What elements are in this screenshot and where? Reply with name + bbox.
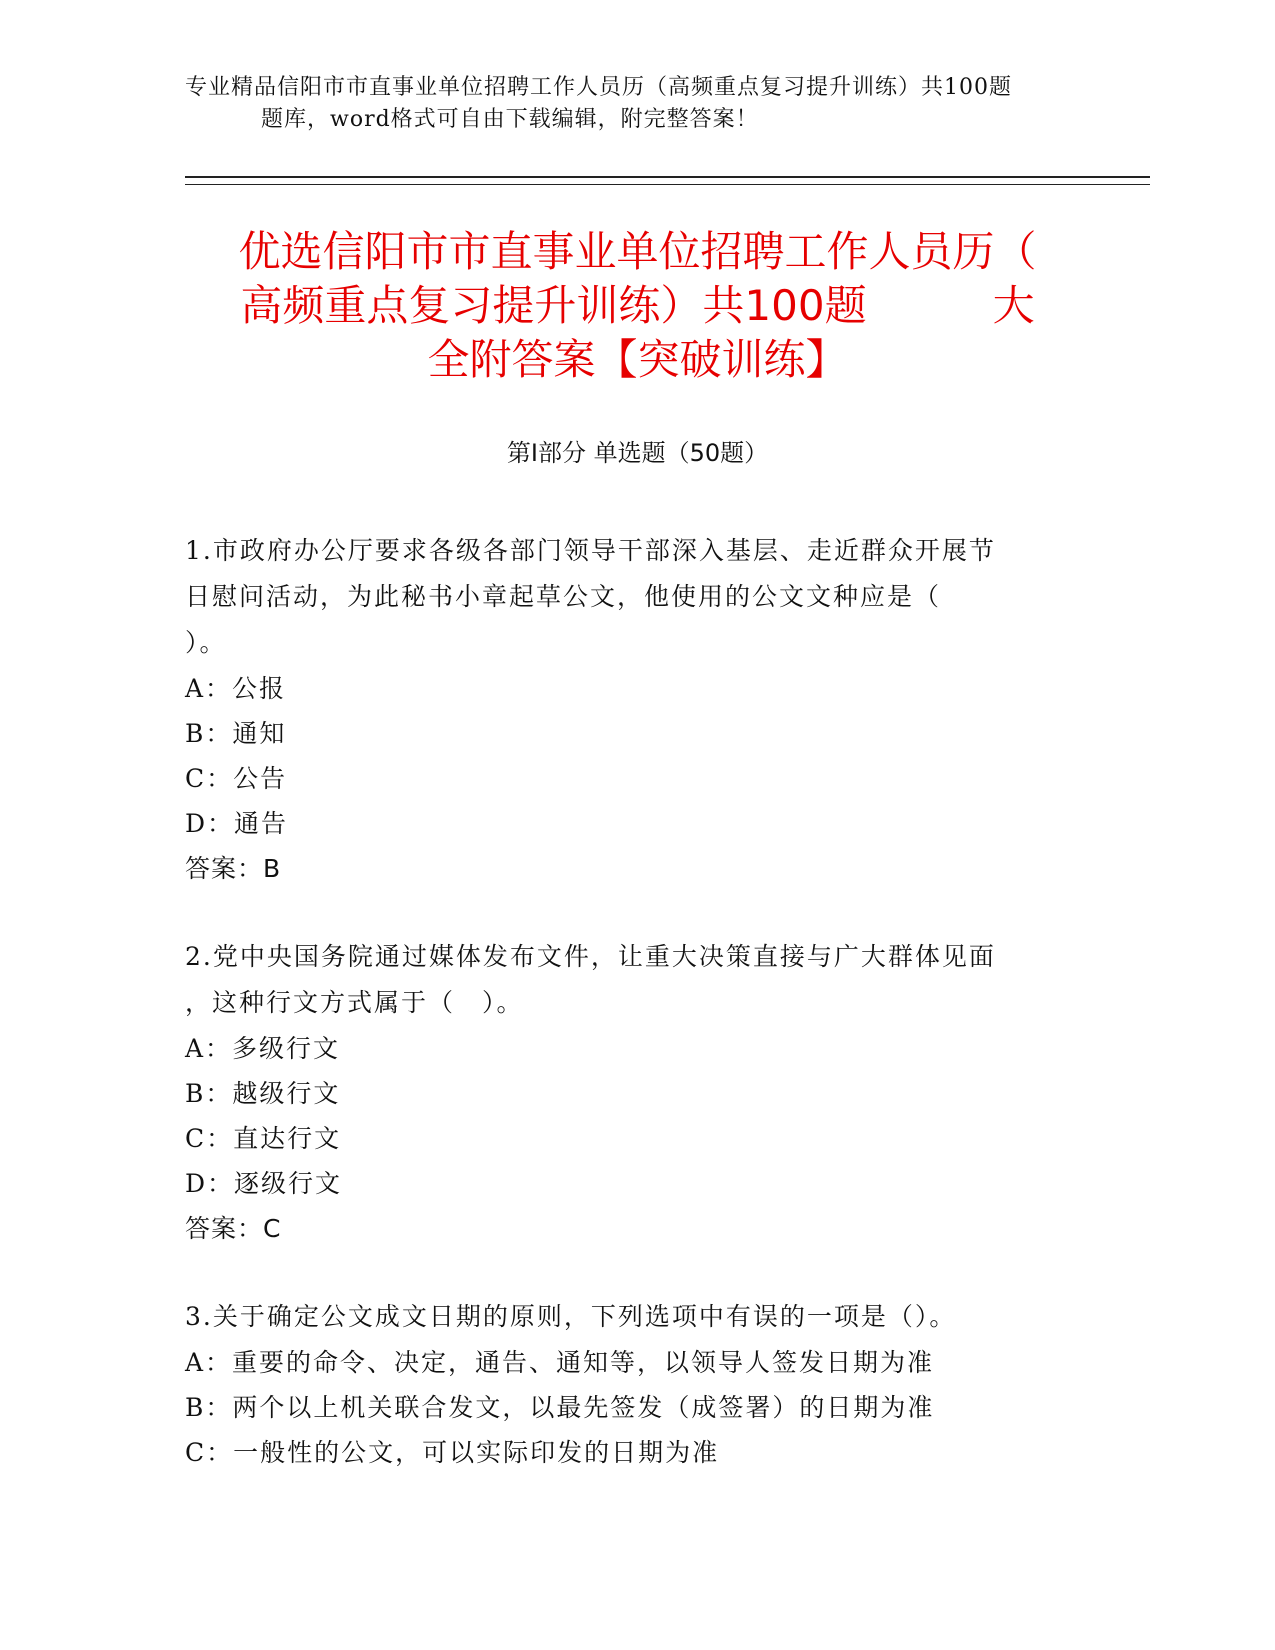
stem-line: 日慰问活动，为此秘书小章起草公文，他使用的公文文种应是（ — [185, 582, 942, 611]
question-1 — [185, 528, 1055, 891]
option-c: C：直达行文 — [185, 1124, 342, 1153]
title-line-3: 全附答案【突破训练】 — [427, 335, 848, 384]
title-line-2: 高频重点复习提升训练）共100题 大 — [240, 281, 1035, 330]
title-line-1: 优选信阳市市直事业单位招聘工作人员历（ — [238, 227, 1037, 276]
option-d: D：逐级行文 — [185, 1169, 343, 1198]
option-a: A：多级行文 — [185, 1034, 341, 1063]
stem-line: 1.市政府办公厅要求各级各部门领导干部深入基层、走近群众开展节 — [185, 536, 996, 565]
section-title: 第Ⅰ部分 单选题（50题） — [506, 439, 769, 467]
question-stem — [185, 528, 1055, 666]
header-note — [185, 72, 1085, 136]
option-c: C：一般性的公文，可以实际印发的日期为准 — [185, 1438, 720, 1467]
header-line-1: 专业精品信阳市市直事业单位招聘工作人员历（高频重点复习提升训练）共100题 — [185, 75, 1012, 100]
question-3 — [185, 1294, 1055, 1475]
header-divider-thick — [185, 176, 1150, 178]
header-divider-thin — [185, 184, 1150, 185]
option-a: A：重要的命令、决定，通告、通知等，以领导人签发日期为准 — [185, 1348, 935, 1377]
document-title — [185, 225, 1090, 387]
question-list — [185, 528, 1055, 1518]
option-b: B：通知 — [185, 719, 287, 748]
question-stem — [185, 1294, 1055, 1340]
option-b: B：越级行文 — [185, 1079, 341, 1108]
question-stem — [185, 934, 1055, 1026]
stem-line: 2.党中央国务院通过媒体发布文件，让重大决策直接与广大群体见面 — [185, 942, 996, 971]
stem-line: ，这种行文方式属于（ ）。 — [185, 988, 524, 1017]
option-b: B：两个以上机关联合发文，以最先签发（成签署）的日期为准 — [185, 1393, 935, 1422]
answer: 答案：C — [185, 1214, 282, 1243]
answer: 答案：B — [185, 854, 282, 883]
option-d: D：通告 — [185, 809, 289, 838]
option-c: C：公告 — [185, 764, 288, 793]
stem-line: ）。 — [185, 628, 227, 657]
header-line-2: 题库，word格式可自由下载编辑，附完整答案！ — [261, 107, 759, 132]
question-2 — [185, 934, 1055, 1251]
option-a: A：公报 — [185, 674, 287, 703]
stem-line: 3.关于确定公文成文日期的原则，下列选项中有误的一项是（）。 — [185, 1302, 957, 1331]
